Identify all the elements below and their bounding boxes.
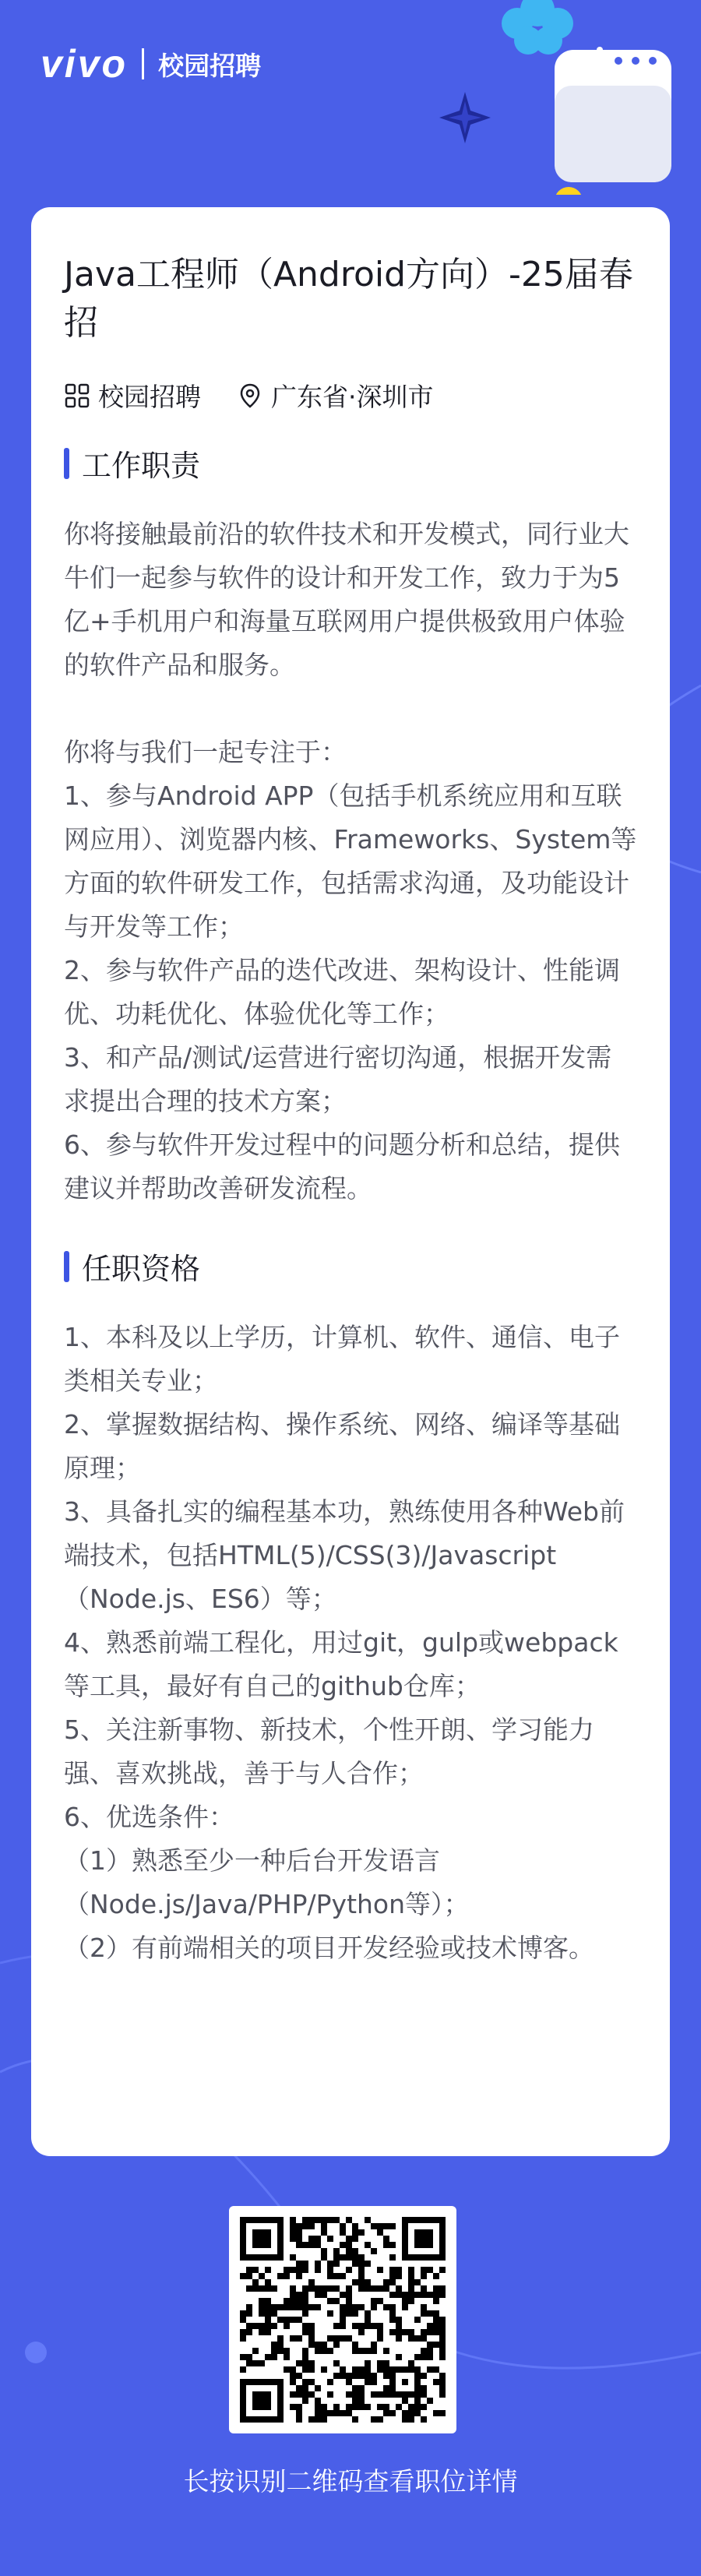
job-title: Java工程师（Android方向）-25届春招 xyxy=(64,255,633,343)
requirement-item: 5、关注新事物、新技术，个性开朗、学习能力强、喜欢挑战，善于与人合作； xyxy=(64,1714,594,1788)
requirement-item: 4、熟悉前端工程化，用过git，gulp或webpack等工具，最好有自己的github仓库； xyxy=(64,1627,618,1701)
location-pin-icon xyxy=(237,382,263,409)
duty-item: 1、参与Android APP（包括手机系统应用和互联网应用）、浏览器内核、Frameworks、System等方面的软件研发工作，包括需求沟通，及功能设计与开发等工作； xyxy=(64,781,637,942)
qr-code[interactable] xyxy=(229,2206,456,2433)
header-divider xyxy=(142,48,144,79)
requirement-item: 2、掌握数据结构、操作系统、网络、编译等基础原理； xyxy=(64,1409,620,1483)
header-title: 校园招聘 xyxy=(158,50,262,81)
star-decoration-icon xyxy=(438,90,492,145)
requirements-heading: 任职资格 xyxy=(82,1252,201,1286)
duties-section-header xyxy=(64,442,637,485)
job-meta xyxy=(64,377,637,414)
section-accent-bar xyxy=(64,1251,69,1282)
duty-item: 6、参与软件开发过程中的问题分析和总结，提供建议并帮助改善研发流程。 xyxy=(64,1129,620,1203)
duties-heading: 工作职责 xyxy=(82,449,201,483)
job-category-label: 校园招聘 xyxy=(98,382,201,412)
flower-decoration-icon xyxy=(491,0,584,62)
qr-code-icon xyxy=(240,2217,446,2423)
page-header xyxy=(41,41,261,87)
vivo-logo: vivo xyxy=(41,42,129,86)
requirement-item: 6、优选条件： xyxy=(64,1802,234,1832)
requirement-item: 1、本科及以上学历，计算机、软件、通信、电子类相关专业； xyxy=(64,1322,620,1396)
duty-item: 2、参与软件产品的迭代改进、架构设计、性能调优、功耗优化、体验优化等工作； xyxy=(64,955,620,1029)
folder-decoration-icon xyxy=(537,31,678,195)
qr-caption: 长按识别二维码查看职位详情 xyxy=(183,2466,518,2497)
job-detail-card xyxy=(31,207,670,2156)
duties-intro: 你将接触最前沿的软件技术和开发模式，同行业大牛们一起参与软件的设计和开发工作，致力于为5亿+手机用户和海量互联网用户提供极致用户体验的软件产品和服务。 xyxy=(64,519,629,680)
job-location-label: 广东省·深圳市 xyxy=(271,382,434,412)
duty-item: 3、和产品/测试/运营进行密切沟通，根据开发需求提出合理的技术方案； xyxy=(64,1042,612,1116)
requirement-item: 3、具备扎实的编程基本功，熟练使用各种Web前端技术，包括HTML(5)/CSS(3)/Javascript（Node.js、ES6）等； xyxy=(64,1496,625,1614)
duties-lead: 你将与我们一起专注于： xyxy=(64,737,347,767)
grid-icon xyxy=(64,382,90,409)
job-category xyxy=(64,377,201,414)
duties-content xyxy=(64,513,637,1210)
requirements-content xyxy=(64,1316,637,1970)
requirement-item: （1）熟悉至少一种后台开发语言（Node.js/Java/PHP/Python等）； xyxy=(64,1845,470,1919)
section-accent-bar xyxy=(64,448,69,479)
requirement-item: （2）有前端相关的项目开发经验或技术博客。 xyxy=(64,1933,594,1963)
requirements-section-header xyxy=(64,1245,637,1288)
job-location xyxy=(237,377,434,414)
